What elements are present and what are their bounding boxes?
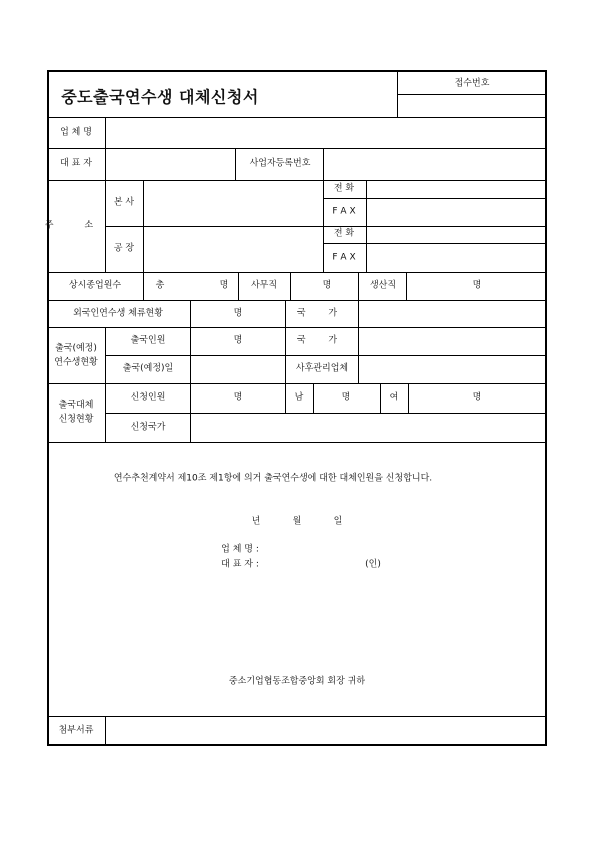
foreign-trainees-count-field[interactable]: [191, 301, 231, 326]
replacement-label-line1: 출국대체: [58, 400, 94, 411]
factory-phone-label: 전 화: [333, 228, 355, 239]
head-office-address-field[interactable]: [144, 181, 322, 225]
factory-label: 공 장: [113, 243, 135, 254]
divider: [285, 327, 286, 413]
office-staff-label: 사무직: [250, 280, 278, 291]
aftercare-agency-field[interactable]: [359, 356, 546, 382]
divider: [47, 383, 547, 384]
replacement-label-line2: 신청현황: [58, 414, 94, 425]
head-office-fax-field[interactable]: [367, 199, 546, 225]
attachments-field[interactable]: [106, 717, 546, 744]
aftercare-agency-label: 사후관리업체: [295, 363, 349, 374]
factory-fax-label: F A X: [332, 252, 356, 263]
attachments-label: 첨부서류: [58, 725, 94, 736]
employees-total-label: 총: [155, 280, 165, 291]
divider: [358, 272, 359, 300]
sign-company-field[interactable]: [268, 543, 388, 557]
receipt-number-field[interactable]: [398, 95, 546, 116]
foreign-trainees-country-label: 국 가: [296, 308, 348, 319]
divider: [105, 327, 106, 442]
production-staff-label: 생산직: [369, 280, 397, 291]
replacement-female-unit: 명: [472, 392, 482, 403]
departure-date-label: 출국(예정)일: [122, 363, 174, 374]
divider: [238, 272, 239, 300]
departure-count-unit: 명: [233, 335, 243, 346]
office-staff-field[interactable]: [291, 273, 317, 299]
company-name-label: 업 체 명: [60, 127, 92, 138]
employees-label: 상시종업원수: [68, 280, 122, 291]
sign-representative-label: 대 표 자 :: [221, 559, 259, 570]
departure-count-label: 출국인원: [130, 335, 166, 346]
seal-mark: (인): [365, 559, 381, 570]
divider: [235, 148, 236, 180]
replacement-count-label: 신청인원: [130, 392, 166, 403]
addressee: 중소기업협동조합중앙회 회장 귀하: [228, 676, 366, 687]
application-statement: 연수추천계약서 제10조 제1항에 의거 출국연수생에 대한 대체인원을 신청합니다.: [113, 473, 433, 484]
date-month-label: 월: [292, 516, 302, 527]
sign-company-label: 업 체 명 :: [221, 544, 259, 555]
replacement-count-field[interactable]: [191, 384, 231, 412]
representative-field[interactable]: [106, 149, 234, 179]
departure-country-field[interactable]: [359, 328, 546, 354]
departure-date-field[interactable]: [191, 356, 284, 382]
date-year-label: 년: [251, 516, 261, 527]
receipt-number-label: 접수번호: [454, 78, 490, 89]
departure-label-line2: 연수생현황: [54, 357, 98, 368]
sign-representative-field[interactable]: [268, 558, 358, 572]
factory-fax-field[interactable]: [367, 244, 546, 271]
departure-label-line1: 출국(예정): [55, 343, 97, 354]
replacement-male-unit: 명: [341, 392, 351, 403]
employees-total-field[interactable]: [170, 273, 220, 299]
company-name-field[interactable]: [106, 118, 546, 147]
address-label: 주 소: [44, 220, 108, 231]
replacement-male-field[interactable]: [314, 384, 334, 412]
date-day-label: 일: [333, 516, 343, 527]
business-reg-field[interactable]: [324, 149, 546, 179]
replacement-country-label: 신청국가: [130, 422, 166, 433]
divider: [285, 300, 286, 327]
production-staff-field[interactable]: [407, 273, 467, 299]
head-office-label: 본 사: [113, 197, 135, 208]
head-office-phone-field[interactable]: [367, 181, 546, 197]
departure-count-field[interactable]: [191, 328, 231, 354]
foreign-trainees-label: 외국인연수생 체류현황: [73, 308, 163, 319]
replacement-country-field[interactable]: [191, 414, 546, 441]
replacement-female-label: 여: [389, 392, 399, 403]
factory-phone-field[interactable]: [367, 227, 546, 242]
replacement-count-unit: 명: [233, 392, 243, 403]
form-title: 중도출국연수생 대체신청서: [61, 87, 259, 107]
employees-total-unit: 명: [219, 280, 229, 291]
representative-label: 대 표 자: [60, 158, 92, 169]
replacement-female-field[interactable]: [409, 384, 464, 412]
business-reg-label: 사업자등록번호: [249, 158, 311, 169]
head-office-phone-label: 전 화: [333, 183, 355, 194]
foreign-trainees-country-field[interactable]: [359, 301, 546, 326]
head-office-fax-label: F A X: [332, 206, 356, 217]
foreign-trainees-unit: 명: [233, 308, 243, 319]
production-staff-unit: 명: [472, 280, 482, 291]
divider: [380, 383, 381, 413]
office-staff-unit: 명: [322, 280, 332, 291]
divider: [47, 442, 547, 443]
departure-country-label: 국 가: [296, 335, 348, 346]
divider: [143, 272, 144, 300]
factory-address-field[interactable]: [144, 227, 322, 271]
replacement-male-label: 남: [294, 392, 304, 403]
